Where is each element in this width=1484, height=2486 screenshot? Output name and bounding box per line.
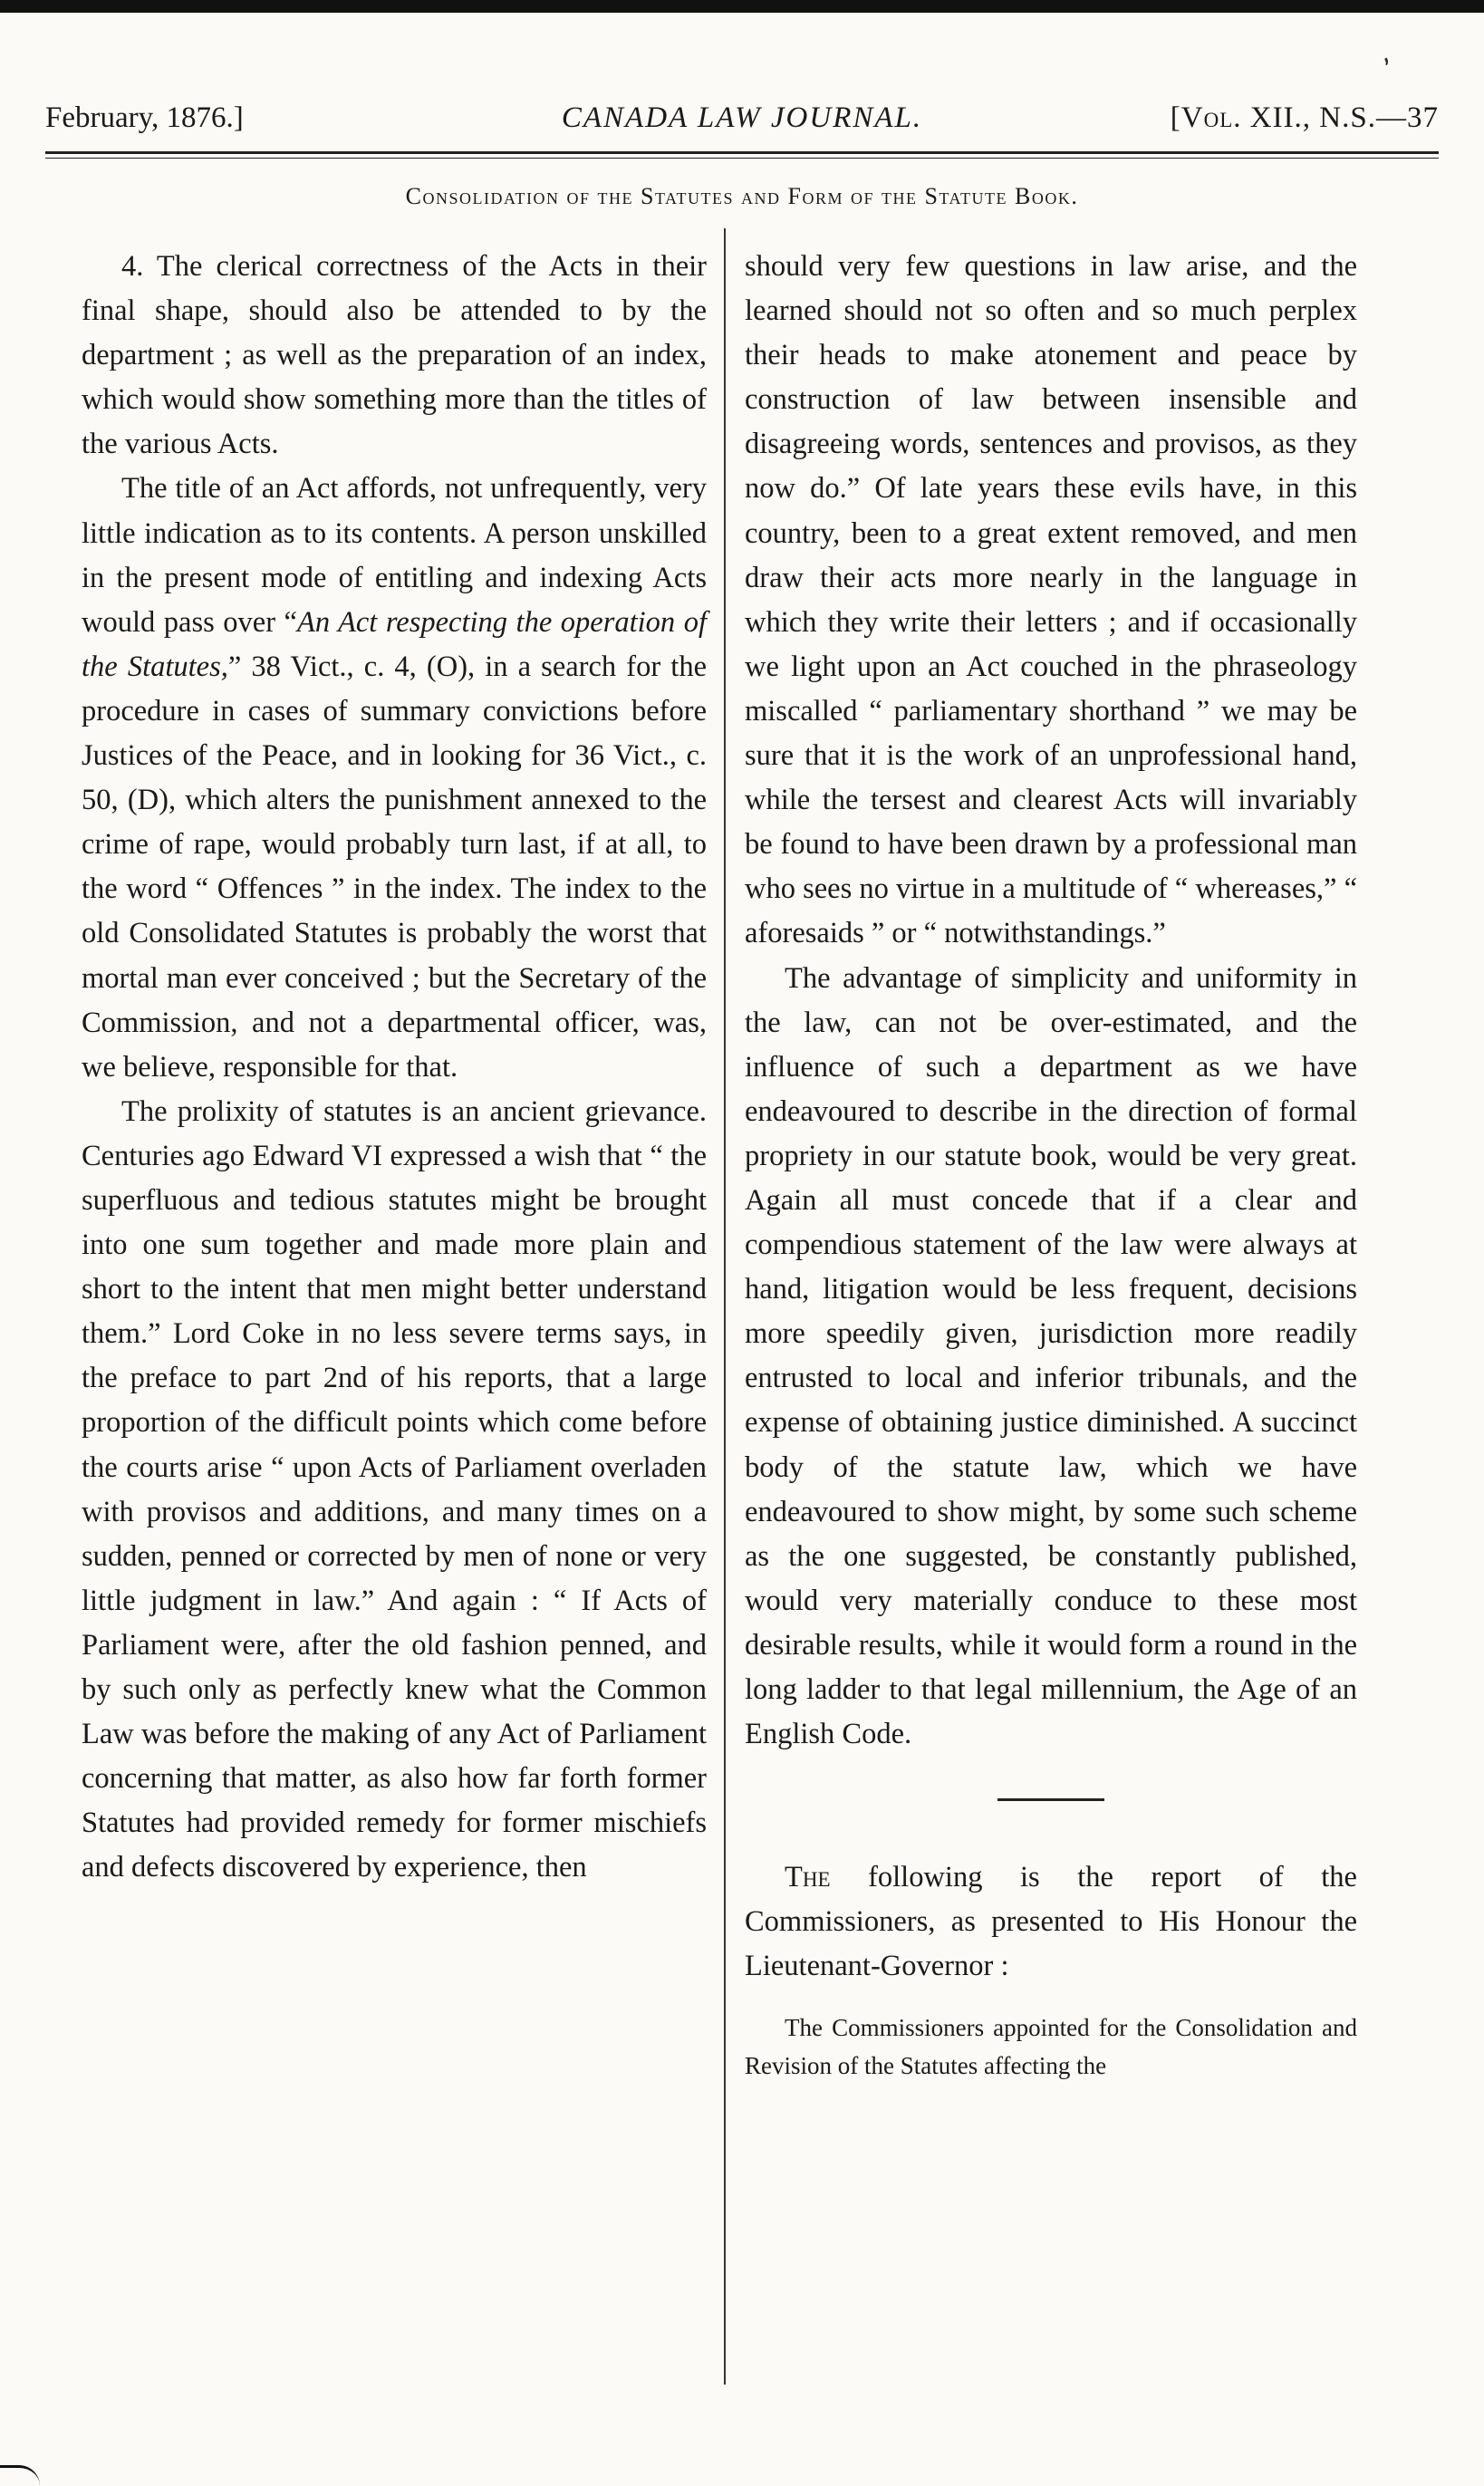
report-text: The Commissioners appointed for the Consolidation and Revision of the Statutes affecting the xyxy=(745,2014,1357,2080)
left-paragraph-1: 4. The clerical correctness of the Acts in their final shape, should also be attended to by the department ; as well as the preparation of an index, which would show something more than the titles of the various Acts. xyxy=(82,250,707,461)
running-header xyxy=(45,101,1439,152)
section-separator xyxy=(997,1798,1104,1801)
header-rule-thin xyxy=(45,158,1439,159)
right-paragraph-1: should very few questions in law arise, and the learned should not so often and so much perplex their heads to make atonement and peace by construction of law between insensible and disagreeing words, sentences and provisos, as they now do.” Of late years these evils have, in this country, been to a great extent removed, and men draw their acts more nearly in the language in which they write their letters ; and if occasionally we light upon an Act couched in the phraseology miscalled “ parliamentary shorthand ” we may be sure that it is the work of an unprofessional hand, while the tersest and clearest Acts will invariably be found to have been drawn by a professional man who sees no virtue in a multitude of “ whereases,” “ aforesaids ” or “ notwithstandings.” xyxy=(745,250,1357,950)
section-title: Consolidation of the Statutes and Form of the Statute Book. xyxy=(405,183,1079,209)
header-rule-thick xyxy=(45,151,1439,154)
left-paragraph-2-b: ” 38 Vict., c. 4, (O), in a search for the procedure in cases of summary convictions before Justices of the Peace, and in looking for 36 Vict., c. 50, (D), which alters the punishment annexed to the crime of rape, would probably turn last, if at all, to the word “ Offences ” in the index. The index to the old Consolidated Statutes is probably the worst that mortal man ever conceived ; but the Secretary of the Commission, and not a departmental officer, was, we believe, responsible for that. xyxy=(82,650,707,1084)
margin-mark: ’ xyxy=(1379,52,1403,85)
page-top-edge xyxy=(0,0,1484,13)
right-paragraph-2: The advantage of simplicity and uniformity in the law, can not be over-estimated, and the influence of such a department as we have endeavoured to describe in the direction of formal propriety in our statute book, would be very great. Again all must concede that if a clear and compendious statement of the law were always at hand, litigation would be less frequent, decisions more speedily given, jurisdiction more readily entrusted to local and inferior tribunals, and the expense of obtaining justice diminished. A succinct body of the statute law, which we have endeavoured to show might, by some such scheme as the one suggested, be constantly published, would very materially conduce to these most desirable results, while it would form a round in the long ladder to that legal millennium, the Age of an English Code. xyxy=(745,961,1357,1751)
journal-title: CANADA LAW JOURNAL. xyxy=(561,101,923,134)
column-divider xyxy=(724,228,726,2385)
report-lead-word: The xyxy=(785,1861,831,1894)
report-intro: following is the report of the Commissioners, as presented to His Honour the Lieutenant-Governor : xyxy=(745,1861,1357,1983)
left-paragraph-2 xyxy=(82,467,707,1089)
left-paragraph-3: The prolixity of statutes is an ancient grievance. Centuries ago Edward VI expressed a wish that “ the superfluous and tedious statutes might be brought into one sum together and made more plain and short to the intent that men might better understand them.” Lord Coke in no less severe terms says, in the preface to part 2nd of his reports, that a large proportion of the difficult points which come before the courts arise “ upon Acts of Parliament overladen with provisos and additions, and many times on a sudden, penned or corrected by men of none or very little judgment in law.” And again : “ If Acts of Parliament were, after the old fashion penned, and by such only as perfectly knew what the Common Law was before the making of any Act of Parliament concerning that matter, as also how far forth former Statutes had provided remedy for former mischiefs and defects discovered by experience, then xyxy=(82,1094,707,1884)
right-paragraph-3 xyxy=(745,1855,1357,1989)
left-paragraph-2-a: The title of an Act affords, not unfrequently, very little indication as to its contents. A person unskilled in the present mode of entitling and indexing Acts would pass over “ xyxy=(82,472,707,639)
left-column xyxy=(82,245,707,1890)
right-column xyxy=(745,245,1357,2085)
header-date: February, 1876.] xyxy=(45,101,244,134)
page-corner-mark xyxy=(0,2465,40,2486)
volume-page: [Vol. XII., N.S.—37 xyxy=(1170,101,1439,134)
act-title-italic: An Act respecting the operation of the Statutes, xyxy=(82,605,707,683)
